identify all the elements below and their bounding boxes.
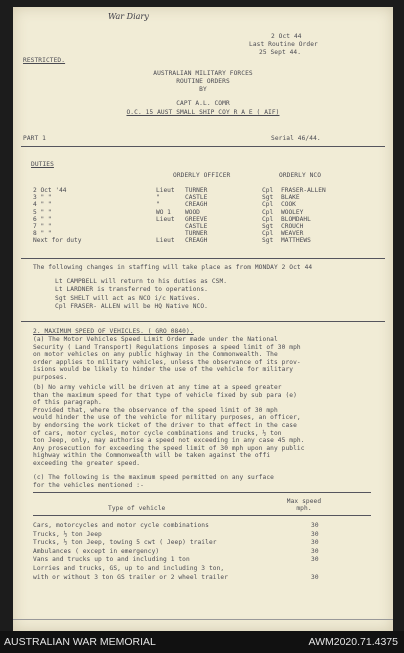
nco-rank: Sgt bbox=[262, 223, 274, 231]
restricted-label: RESTRICTED. bbox=[23, 57, 66, 64]
vehicle-speed-row bbox=[33, 522, 353, 531]
nco-name: BLAKE bbox=[281, 194, 300, 202]
staffing-list bbox=[55, 278, 227, 312]
max-speed: 30 bbox=[311, 522, 319, 529]
nco-name: WEAVER bbox=[281, 230, 304, 238]
nco-rank: Cpl bbox=[262, 201, 274, 209]
speed-para-b bbox=[33, 384, 305, 468]
duty-row bbox=[33, 187, 329, 194]
col-vehicle-type: Type of vehicle bbox=[108, 505, 166, 512]
vehicle-speed-row bbox=[33, 539, 353, 548]
para-line: by endorsing the work ticket of the driver to that effect in the case bbox=[33, 421, 297, 429]
page-edge bbox=[13, 619, 393, 620]
duty-row bbox=[33, 194, 329, 201]
para-line: exceeding the greater speed. bbox=[33, 459, 141, 467]
divider bbox=[21, 146, 385, 147]
col-max-speed: Max speed mph. bbox=[286, 498, 322, 513]
nco-rank: Cpl bbox=[262, 215, 274, 223]
duty-date: 4 " " bbox=[33, 201, 52, 209]
para-line: Provided that, where the observance of the speed limit of 30 mph bbox=[33, 406, 278, 414]
vehicle-type: Vans and trucks up to and including 1 ton bbox=[33, 556, 190, 564]
para-line: ton Jeep, only, may authorise a speed not exceeding in any case 45 mph. bbox=[33, 437, 305, 445]
title-line-4: CAPT A.L. COMR bbox=[176, 100, 230, 107]
nco-name: CROUCH bbox=[281, 223, 304, 231]
para-line: for the vehicles mentioned :- bbox=[33, 481, 144, 489]
para-line: (b) No army vehicle will be driven at any time at a speed greater bbox=[33, 384, 282, 391]
duty-date: Next for duty bbox=[33, 237, 82, 245]
staffing-intro: The following changes in staffing will take place as from MONDAY 2 Oct 44 bbox=[33, 264, 313, 271]
table-top-rule bbox=[33, 492, 371, 493]
duties-heading: DUTIES bbox=[31, 161, 54, 168]
divider bbox=[21, 258, 385, 259]
nco-name: FRASER-ALLEN bbox=[281, 187, 326, 194]
duty-row bbox=[33, 223, 329, 230]
duty-date: 6 " " bbox=[33, 215, 52, 223]
para-line: than the maximum speed for that type of vehicle fixed by sub para (e) bbox=[33, 391, 297, 399]
duty-row bbox=[33, 230, 329, 237]
para-line: Any prosecution for exceeding the speed limit of 30 mph upon any public bbox=[33, 444, 305, 452]
nco-name: WOOLEY bbox=[281, 208, 304, 216]
max-speed: 30 bbox=[311, 539, 319, 547]
para-line: on motor vehicles on any public highway in the Commonwealth. The bbox=[33, 351, 278, 359]
vehicle-speed-row bbox=[33, 531, 353, 540]
nco-rank: Cpl bbox=[262, 187, 274, 194]
title-line-3: BY bbox=[199, 86, 207, 93]
duty-row bbox=[33, 201, 329, 208]
vehicle-speed-row bbox=[33, 565, 353, 574]
title-line-2: ROUTINE ORDERS bbox=[176, 78, 230, 85]
vehicle-type: Trucks, ½ ton Jeep, towing 5 cwt ( Jeep) trailer bbox=[33, 539, 217, 547]
nco-name: MATTHEWS bbox=[281, 237, 311, 245]
vehicle-speed-row bbox=[33, 574, 353, 583]
order-date: 2 Oct 44 bbox=[271, 33, 302, 40]
officer-name: CREAGH bbox=[185, 201, 208, 209]
duty-date: 3 " " bbox=[33, 194, 52, 202]
para-line: order applies to military vehicles, unless the observance of its prov- bbox=[33, 358, 301, 366]
officer-rank: Lieut bbox=[156, 237, 175, 245]
officer-name: TURNER bbox=[185, 187, 208, 194]
nco-name: BLOMDAHL bbox=[281, 215, 311, 223]
duty-date: 2 Oct '44 bbox=[33, 187, 67, 194]
para-line: highway within the Commonwealth will be taken against the offi bbox=[33, 452, 271, 460]
nco-name: COOK bbox=[281, 201, 296, 209]
vehicle-speed-row bbox=[33, 548, 353, 557]
officer-name: GREEVE bbox=[185, 215, 208, 223]
officer-name: WOOD bbox=[185, 208, 200, 216]
officer-rank: Lieut bbox=[156, 215, 175, 223]
officer-rank: Lieut bbox=[156, 187, 175, 194]
officer-name: CASTLE bbox=[185, 194, 208, 202]
staffing-line: Cpl FRASER- ALLEN will be HQ Native NCO. bbox=[55, 303, 209, 311]
max-speed: 30 bbox=[311, 530, 319, 538]
vehicle-type: Trucks, ½ ton Jeep bbox=[33, 530, 102, 538]
vehicle-type: Cars, motorcycles and motor cycle combinations bbox=[33, 522, 209, 529]
para-line: of this paragraph. bbox=[33, 399, 102, 407]
vehicle-type: Ambulances ( except in emergency) bbox=[33, 547, 160, 555]
nco-rank: Cpl bbox=[262, 230, 274, 238]
speed-para-a bbox=[33, 336, 301, 382]
nco-rank: Sgt bbox=[262, 237, 274, 245]
duties-table bbox=[33, 187, 329, 245]
officer-rank: " bbox=[156, 201, 160, 209]
duty-row bbox=[33, 209, 329, 216]
officer-rank bbox=[156, 223, 185, 230]
max-speed: 30 bbox=[311, 556, 319, 564]
para-line: isions would be likely to hinder the use of the vehicle for military bbox=[33, 366, 294, 374]
serial-number: Serial 46/44. bbox=[271, 135, 321, 142]
document-page bbox=[13, 7, 393, 631]
officer-name: CREAGH bbox=[185, 237, 208, 245]
speed-heading: 2. MAXIMUM SPEED OF VEHICLES. ( GRO 0840). bbox=[33, 328, 194, 335]
officer-rank bbox=[156, 230, 185, 237]
archive-footer bbox=[0, 631, 404, 653]
duty-date: 8 " " bbox=[33, 230, 52, 238]
last-routine-order: Last Routine Order bbox=[249, 41, 318, 48]
divider bbox=[21, 321, 385, 322]
para-line: (a) The Motor Vehicles Speed Limit Order made under the National bbox=[33, 336, 278, 343]
vehicle-speed-row bbox=[33, 556, 353, 565]
speed-table bbox=[33, 522, 353, 582]
vehicle-type: with or without 3 ton GS trailer or 2 wheel trailer bbox=[33, 573, 229, 581]
part-label: PART 1 bbox=[23, 135, 46, 142]
duty-row bbox=[33, 237, 329, 244]
duty-date: 5 " " bbox=[33, 208, 52, 216]
title-line-5: O.C. 15 AUST SMALL SHIP COY R A E ( AIF) bbox=[126, 109, 280, 116]
para-line: Security ( Land Transport) Regulations imposes a speed limit of 30 mph bbox=[33, 343, 301, 351]
title-line-1: AUSTRALIAN MILITARY FORCES bbox=[153, 70, 253, 77]
duty-row bbox=[33, 216, 329, 223]
officer-rank: " bbox=[156, 194, 160, 202]
para-line: would hinder the use of the vehicle for military purposes, an officer, bbox=[33, 414, 301, 422]
vehicle-type: Lorries and trucks, GS, up to and including 3 ton, bbox=[33, 564, 225, 572]
speed-para-c bbox=[33, 474, 274, 489]
staffing-line: Lt CAMPBELL will return to his duties as CSM. bbox=[55, 278, 228, 285]
staffing-line: Sgt SHELT will act as NCO i/c Natives. bbox=[55, 294, 201, 302]
para-line: of cars, motor cycles, motor cycle combinations and trucks, ½ ton bbox=[33, 429, 282, 437]
max-speed: 30 bbox=[311, 547, 319, 555]
footer-reference: AWM2020.71.4375 bbox=[308, 636, 398, 648]
col-orderly-officer: ORDERLY OFFICER bbox=[173, 172, 231, 179]
max-speed: 30 bbox=[311, 573, 319, 581]
col-orderly-nco: ORDERLY NCO bbox=[279, 172, 322, 179]
table-header-rule bbox=[33, 515, 371, 516]
nco-rank: Cpl bbox=[262, 208, 274, 216]
para-line: (c) The following is the maximum speed permitted on any surface bbox=[33, 474, 274, 481]
officer-name: CASTLE bbox=[185, 223, 208, 231]
para-line: purposes. bbox=[33, 373, 68, 381]
officer-name: TURNER bbox=[185, 230, 208, 238]
handwritten-annotation: War Diary bbox=[108, 12, 149, 21]
footer-institution: AUSTRALIAN WAR MEMORIAL bbox=[4, 636, 156, 648]
staffing-line: Lt LARDNER is transferred to operations. bbox=[55, 286, 209, 294]
officer-rank: WO 1 bbox=[156, 208, 171, 216]
last-routine-order-date: 25 Sept 44. bbox=[259, 49, 302, 56]
duty-date: 7 " " bbox=[33, 223, 52, 231]
nco-rank: Sgt bbox=[262, 194, 274, 202]
